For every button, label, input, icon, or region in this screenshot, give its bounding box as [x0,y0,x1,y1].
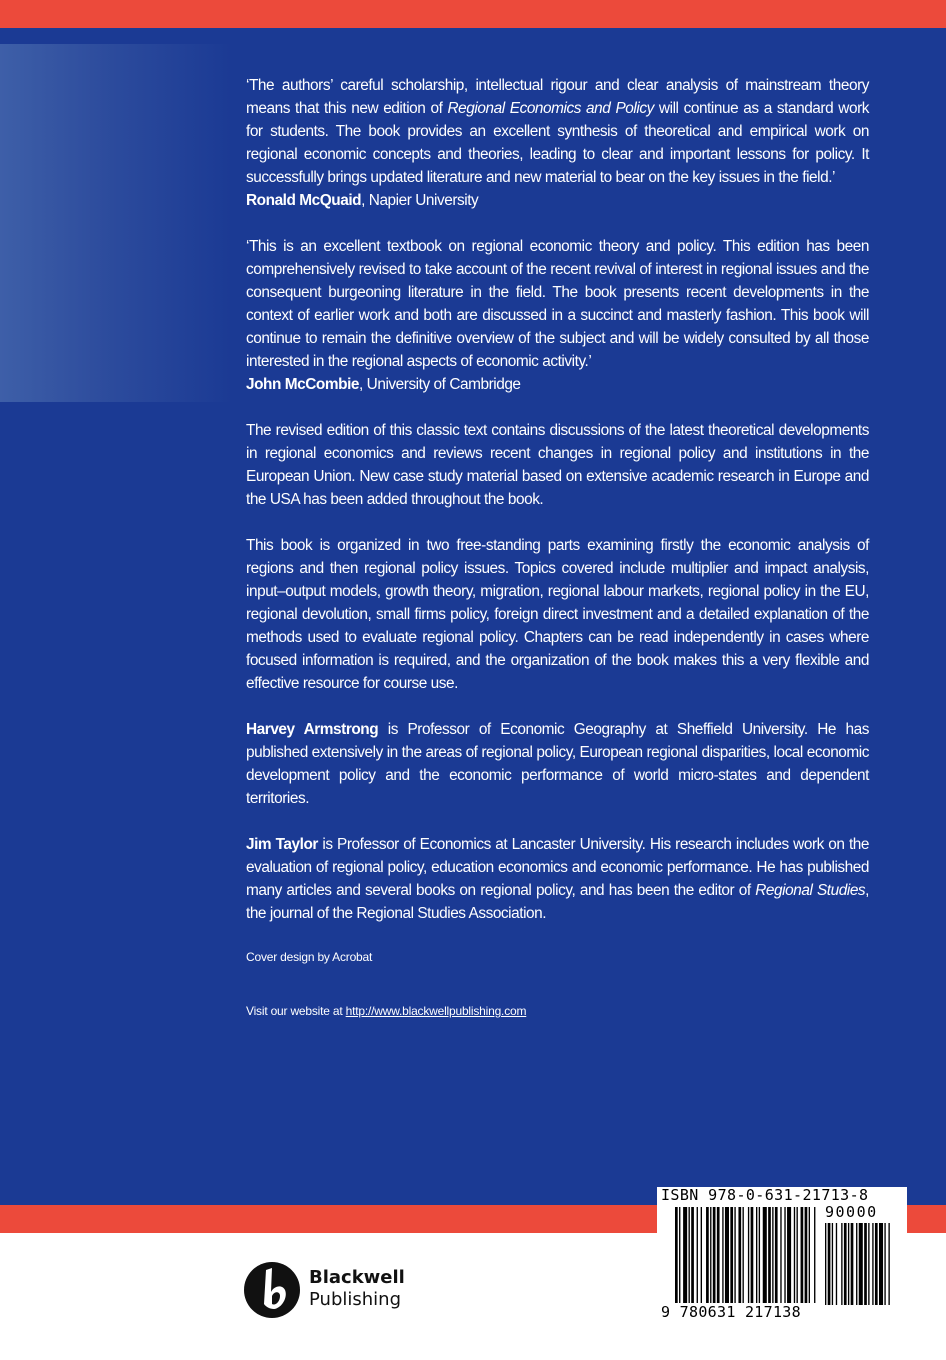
cover-credit: Cover design by Acrobat [246,950,373,964]
barcode-bar [730,1207,733,1303]
website-line: Visit our website at http://www.blackwellpublishing.com [246,1004,527,1018]
website-link[interactable]: http://www.blackwellpublishing.com [345,1004,527,1018]
bio-jim-taylor: Jim Taylor is Professor of Economics at Lancaster University. His research includes work on the evaluation of regional policy, education economics and economic performance. He has published many articles and several books on regional policy, and has been the editor of Regional Studies, the journal of the Regional Studies Association. [246,836,869,922]
barcode-bar [683,1207,687,1303]
decorative-gradient-block [0,44,232,402]
addon-bar [828,1223,831,1305]
barcode-bar [706,1207,709,1303]
addon-bar [825,1223,826,1305]
barcode-bar [751,1207,754,1303]
addon-bar [856,1223,857,1305]
barcode-bar [756,1207,757,1303]
barcode-bar [775,1207,778,1303]
publisher-line1: Blackwell [309,1267,405,1288]
back-cover-text [246,74,869,1019]
barcode-bar [738,1207,741,1303]
barcode-bar [801,1207,804,1303]
barcode-bar [772,1207,773,1303]
publisher-wordmark [309,1267,405,1311]
description-paragraph-2: This book is organized in two free-standing parts examining firstly the economic analysis of regions and then regional policy issues. Topics covered include multiplier and impact analysis, input–output models, growth theory, migration, regional labour markets, regional policy in the EU, regional devolution, small firms policy, foreign direct investment and a detailed explanation of the methods used to evaluate regional policy. Chapters can be read independently in cases where focused information is required, and the organization of the book makes this a very flexible and effective resource for course use. [246,537,869,692]
barcode-bar [794,1207,795,1303]
barcode-bar [725,1207,729,1303]
addon-bar [888,1223,889,1305]
barcode-bar [759,1207,760,1303]
quote-ronald-mcquaid: ‘The authors’ careful scholarship, intellectual rigour and clear analysis of mainstream theory means that this new edition of Regional Economics and Policy will continue as a standard work for students. The book provides an excellent synthesis of theoretical and empirical work on regional economic concepts and theories, leading to clear and important lessons for policy. It successfully brings updated literature and new material to bear on the key issues in the field.’ [246,77,869,186]
addon-bar [859,1223,863,1305]
barcode-bar [701,1207,702,1303]
addon-bar [851,1223,854,1305]
barcode-bar [814,1207,815,1303]
bio-harvey-armstrong: Harvey Armstrong is Professor of Economic Geography at Sheffield University. He has published extensively in the areas of regional policy, European regional disparities, local economic development policy and the economic performance of world micro-states and dependent territories. [246,721,869,807]
barcode-bar [717,1207,720,1303]
barcode-bar [691,1207,694,1303]
barcode-bar [679,1207,680,1303]
addon-bar [879,1223,883,1305]
addon-bar [872,1223,873,1305]
barcode-ean-digits: 9 780631 217138 [661,1303,801,1321]
description-paragraph-1: The revised edition of this classic text contains discussions of the latest theoretical developments in regional economics and reviews recent changes in regional policy and institutions in the European Union. New case study material based on extensive academic research in Europe and the USA has been added throughout the book. [246,422,869,508]
top-red-stripe [0,0,946,28]
barcode-bar [689,1207,690,1303]
barcode-bar [784,1207,785,1303]
addon-bar [884,1223,885,1305]
quote-john-mccombie: ‘This is an excellent textbook on regional economic theory and policy. This edition has been comprehensively revised to take account of the recent revival of interest in regional issues and the consequent burgeoning literature in the field. The book presents recent developments in the context of earlier work and both are discussed in a succinct and masterly fashion. This book will continue to remain the definitive overview of the subject and will be widely consulted by all those interested in the regional aspects of economic activity.’ [246,238,869,370]
barcode-addon-digits: 90000 [825,1203,878,1221]
barcode-bar [797,1207,798,1303]
barcode-bar [787,1207,791,1303]
addon-bar [841,1223,842,1305]
blackwell-b-logo-icon [244,1262,300,1318]
barcode-bar [710,1207,711,1303]
addon-bar [836,1223,837,1305]
barcode-bar [805,1207,808,1303]
addon-bar [864,1223,867,1305]
barcode-bar [697,1207,698,1303]
barcode-bar [743,1207,744,1303]
barcode-bar [763,1207,767,1303]
barcode-bar [780,1207,781,1303]
barcode-bar [713,1207,716,1303]
quote2-attribution: John McCombie, University of Cambridge [246,376,521,393]
barcode-bar [768,1207,771,1303]
isbn-barcode [657,1187,907,1333]
barcode-bar [675,1207,678,1303]
addon-bar [848,1223,849,1305]
isbn-label: ISBN 978-0-631-21713-8 [661,1186,869,1204]
addon-bar [875,1223,878,1305]
barcode-bar [734,1207,735,1303]
addon-bar [844,1223,847,1305]
barcode-bar [809,1207,810,1303]
barcode-bar [722,1207,723,1303]
barcode-bar [748,1207,749,1303]
addon-bar [868,1223,869,1305]
addon-bar [832,1223,833,1305]
quote1-attribution: Ronald McQuaid, Napier University [246,192,479,209]
publisher-line2: Publishing [309,1289,401,1310]
